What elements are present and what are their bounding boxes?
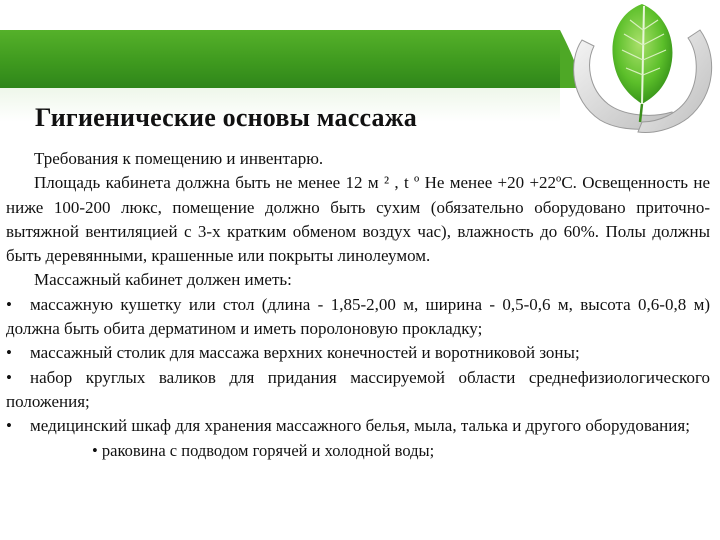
cabinet-intro: Массажный кабинет должен иметь: [34,270,292,290]
bullet-icon: • [6,343,12,363]
header-band [0,30,560,88]
list-item-text: раковина с подводом горячей и холодной воды; [101,440,435,460]
bullet-icon: • [6,416,12,436]
list-item [6,414,710,438]
list-item-text: массажный столик для массажа верхних конечностей и воротниковой зоны; [30,343,580,363]
bullet-icon: • [6,367,12,387]
hands-holding-leaf-icon [560,0,720,145]
slide-title: Гигиенические основы массажа [35,103,417,132]
list-item-text: медицинский шкаф для хранения массажного белья, мыла, талька и другого оборудования; [30,416,690,436]
intro-line: Требования к помещению и инвентарю. [34,149,324,168]
list-item [6,366,710,415]
slide-body [6,147,710,463]
list-item-text: массажную кушетку или стол (длина - 1,85-2,00 м, ширина - 0,5-0,6 м, высота 0,6-0,8 м) должна быть обита дерматином и иметь поролоновую прокладку; [6,294,710,339]
list-item [6,341,710,365]
bullet-icon: • [92,440,98,460]
list-item [6,439,710,463]
list-item [6,293,710,342]
bullet-icon: • [6,294,12,314]
list-item-text: набор круглых валиков для придания массируемой области среднефизиологического положения; [6,367,710,411]
area-paragraph: Площадь кабинета должна быть не менее 12 м ² , t º Не менее +20 +22ºС. Освещенность не ниже 100-200 люкс, помещение должно быть сухим (обязательно оборудовано приточно-вытяжной вентиляцией с 3-х кратким обменом воздух час), влажность до 60%. Полы должны быть деревянными, крашенные или покрыты линолеумом. [6,173,710,266]
